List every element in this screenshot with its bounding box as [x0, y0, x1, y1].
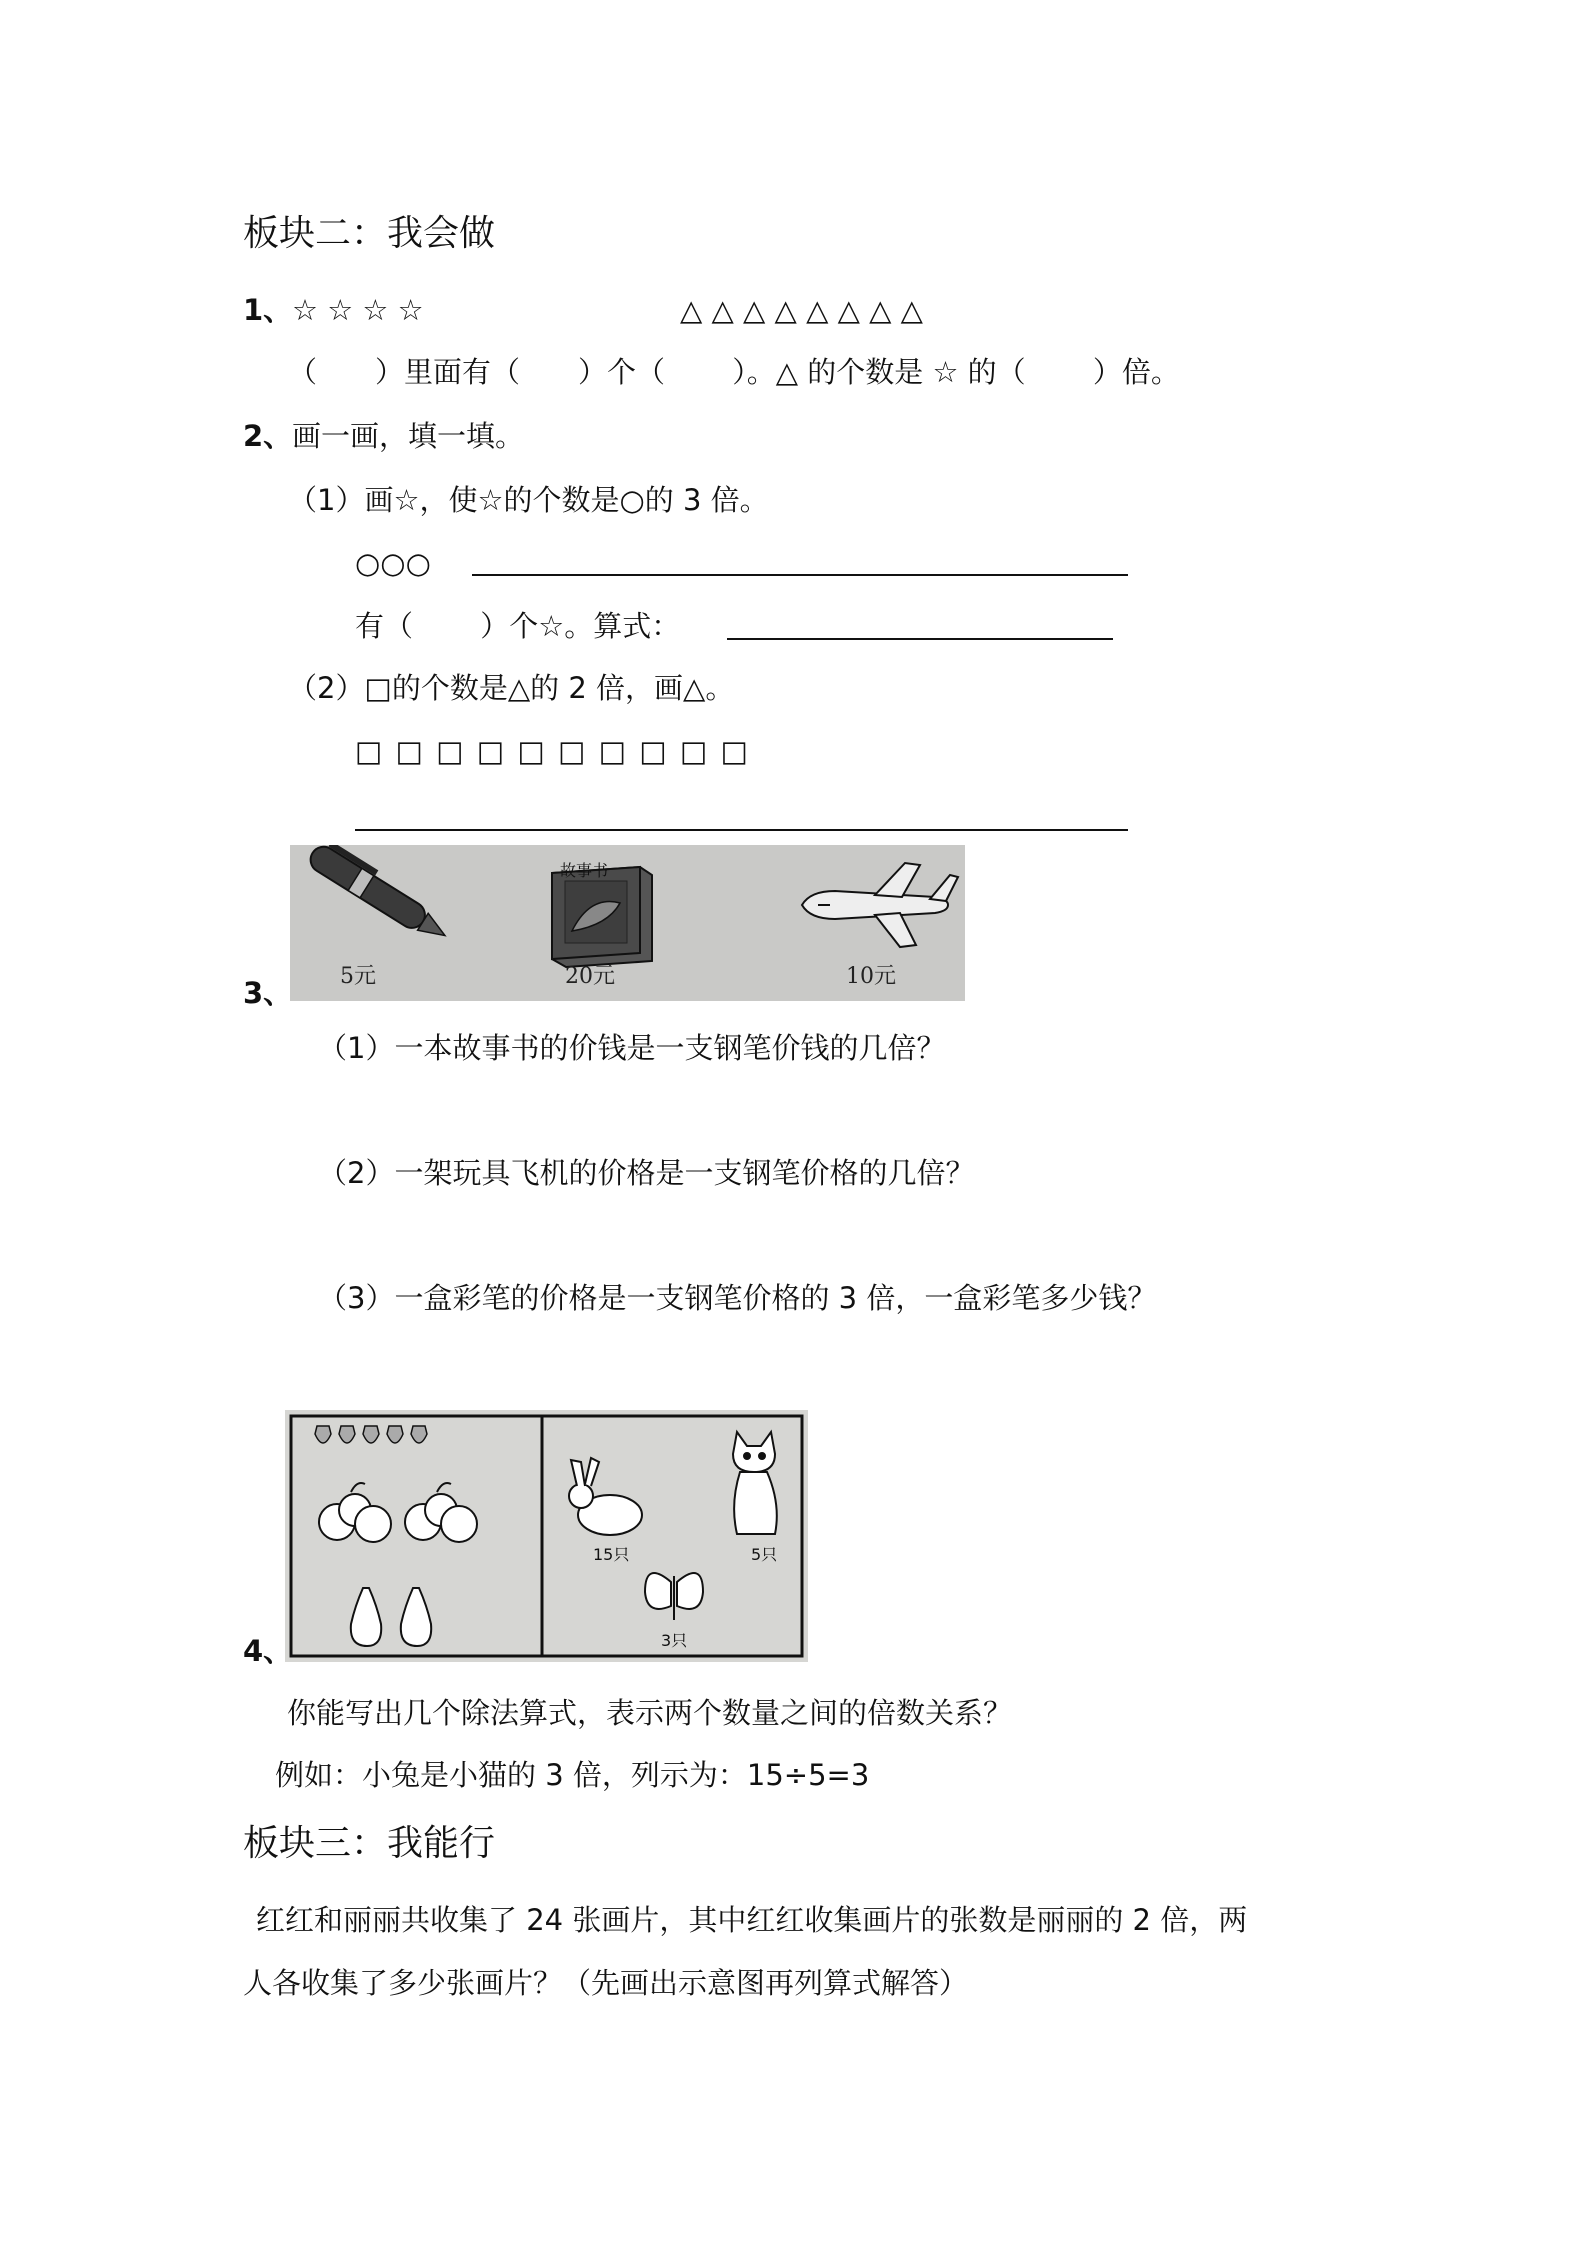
- q4-example: 例如：小兔是小猫的 3 倍，列示为：15÷5=3: [275, 1758, 870, 1792]
- q1-fill-text: （ ）里面有（ ）个（ ）。△ 的个数是 ☆ 的（ ）倍。: [288, 355, 1180, 389]
- q3-sub3: （3）一盒彩笔的价格是一支钢笔价格的 3 倍，一盒彩笔多少钱？: [318, 1281, 1157, 1315]
- q2-formula-line[interactable]: [727, 638, 1113, 640]
- q3-price-image: [290, 845, 965, 1001]
- pen-price: 5元: [340, 964, 376, 989]
- q2-part1-prompt: （1）画☆，使☆的个数是○的 3 倍。: [288, 483, 769, 517]
- toy-plane-icon: [802, 863, 958, 947]
- cat-count: 5只: [751, 1545, 778, 1564]
- q2-squares: □ □ □ □ □ □ □ □ □ □: [355, 734, 750, 768]
- q1-stars: ☆ ☆ ☆ ☆: [292, 293, 424, 327]
- book-price: 20元: [565, 964, 615, 989]
- pear-icon: [351, 1588, 431, 1646]
- book-label: 故事书: [560, 861, 609, 880]
- q3-sub2: （2）一架玩具飞机的价格是一支钢笔价格的几倍？: [318, 1156, 975, 1190]
- q2-part2-prompt: （2）□的个数是△的 2 倍，画△。: [288, 671, 735, 705]
- q2-title: 画一画，填一填。: [292, 419, 525, 453]
- q2-draw-line-2[interactable]: [355, 829, 1128, 831]
- cat-icon: [733, 1432, 777, 1534]
- q3-sub1: （1）一本故事书的价钱是一支钢笔价钱的几倍？: [318, 1031, 946, 1065]
- plane-price: 10元: [846, 964, 896, 989]
- section3-heading: 板块三：我能行: [243, 1823, 496, 1864]
- apple-icon: [319, 1483, 477, 1542]
- q4-counting-image: [285, 1410, 808, 1662]
- story-book-icon: [552, 867, 652, 967]
- q2-draw-line-1[interactable]: [472, 574, 1128, 576]
- butterfly-count: 3只: [661, 1631, 688, 1650]
- q4-number: 4、: [243, 1634, 293, 1668]
- butterfly-icon: [645, 1573, 703, 1620]
- section2-heading: 板块二：我会做: [243, 213, 496, 254]
- q1-number: 1、: [243, 293, 293, 327]
- rabbit-count: 15只: [593, 1545, 630, 1564]
- section3-problem-line1: 红红和丽丽共收集了 24 张画片，其中红红收集画片的张数是丽丽的 2 倍，两: [256, 1903, 1248, 1937]
- strawberry-icon: [315, 1426, 427, 1443]
- q2-number: 2、: [243, 419, 293, 453]
- section3-problem-line2: 人各收集了多少张画片？（先画出示意图再列算式解答）: [243, 1966, 969, 2000]
- q1-triangles: △ △ △ △ △ △ △ △: [680, 293, 923, 327]
- pen-icon: [306, 845, 456, 947]
- q3-number: 3、: [243, 976, 293, 1010]
- rabbit-icon: [569, 1458, 642, 1535]
- q4-question: 你能写出几个除法算式，表示两个数量之间的倍数关系？: [287, 1696, 1013, 1730]
- q2-answer-prefix: 有（ ）个☆。算式：: [355, 609, 681, 643]
- q2-circles: ○○○: [355, 546, 431, 580]
